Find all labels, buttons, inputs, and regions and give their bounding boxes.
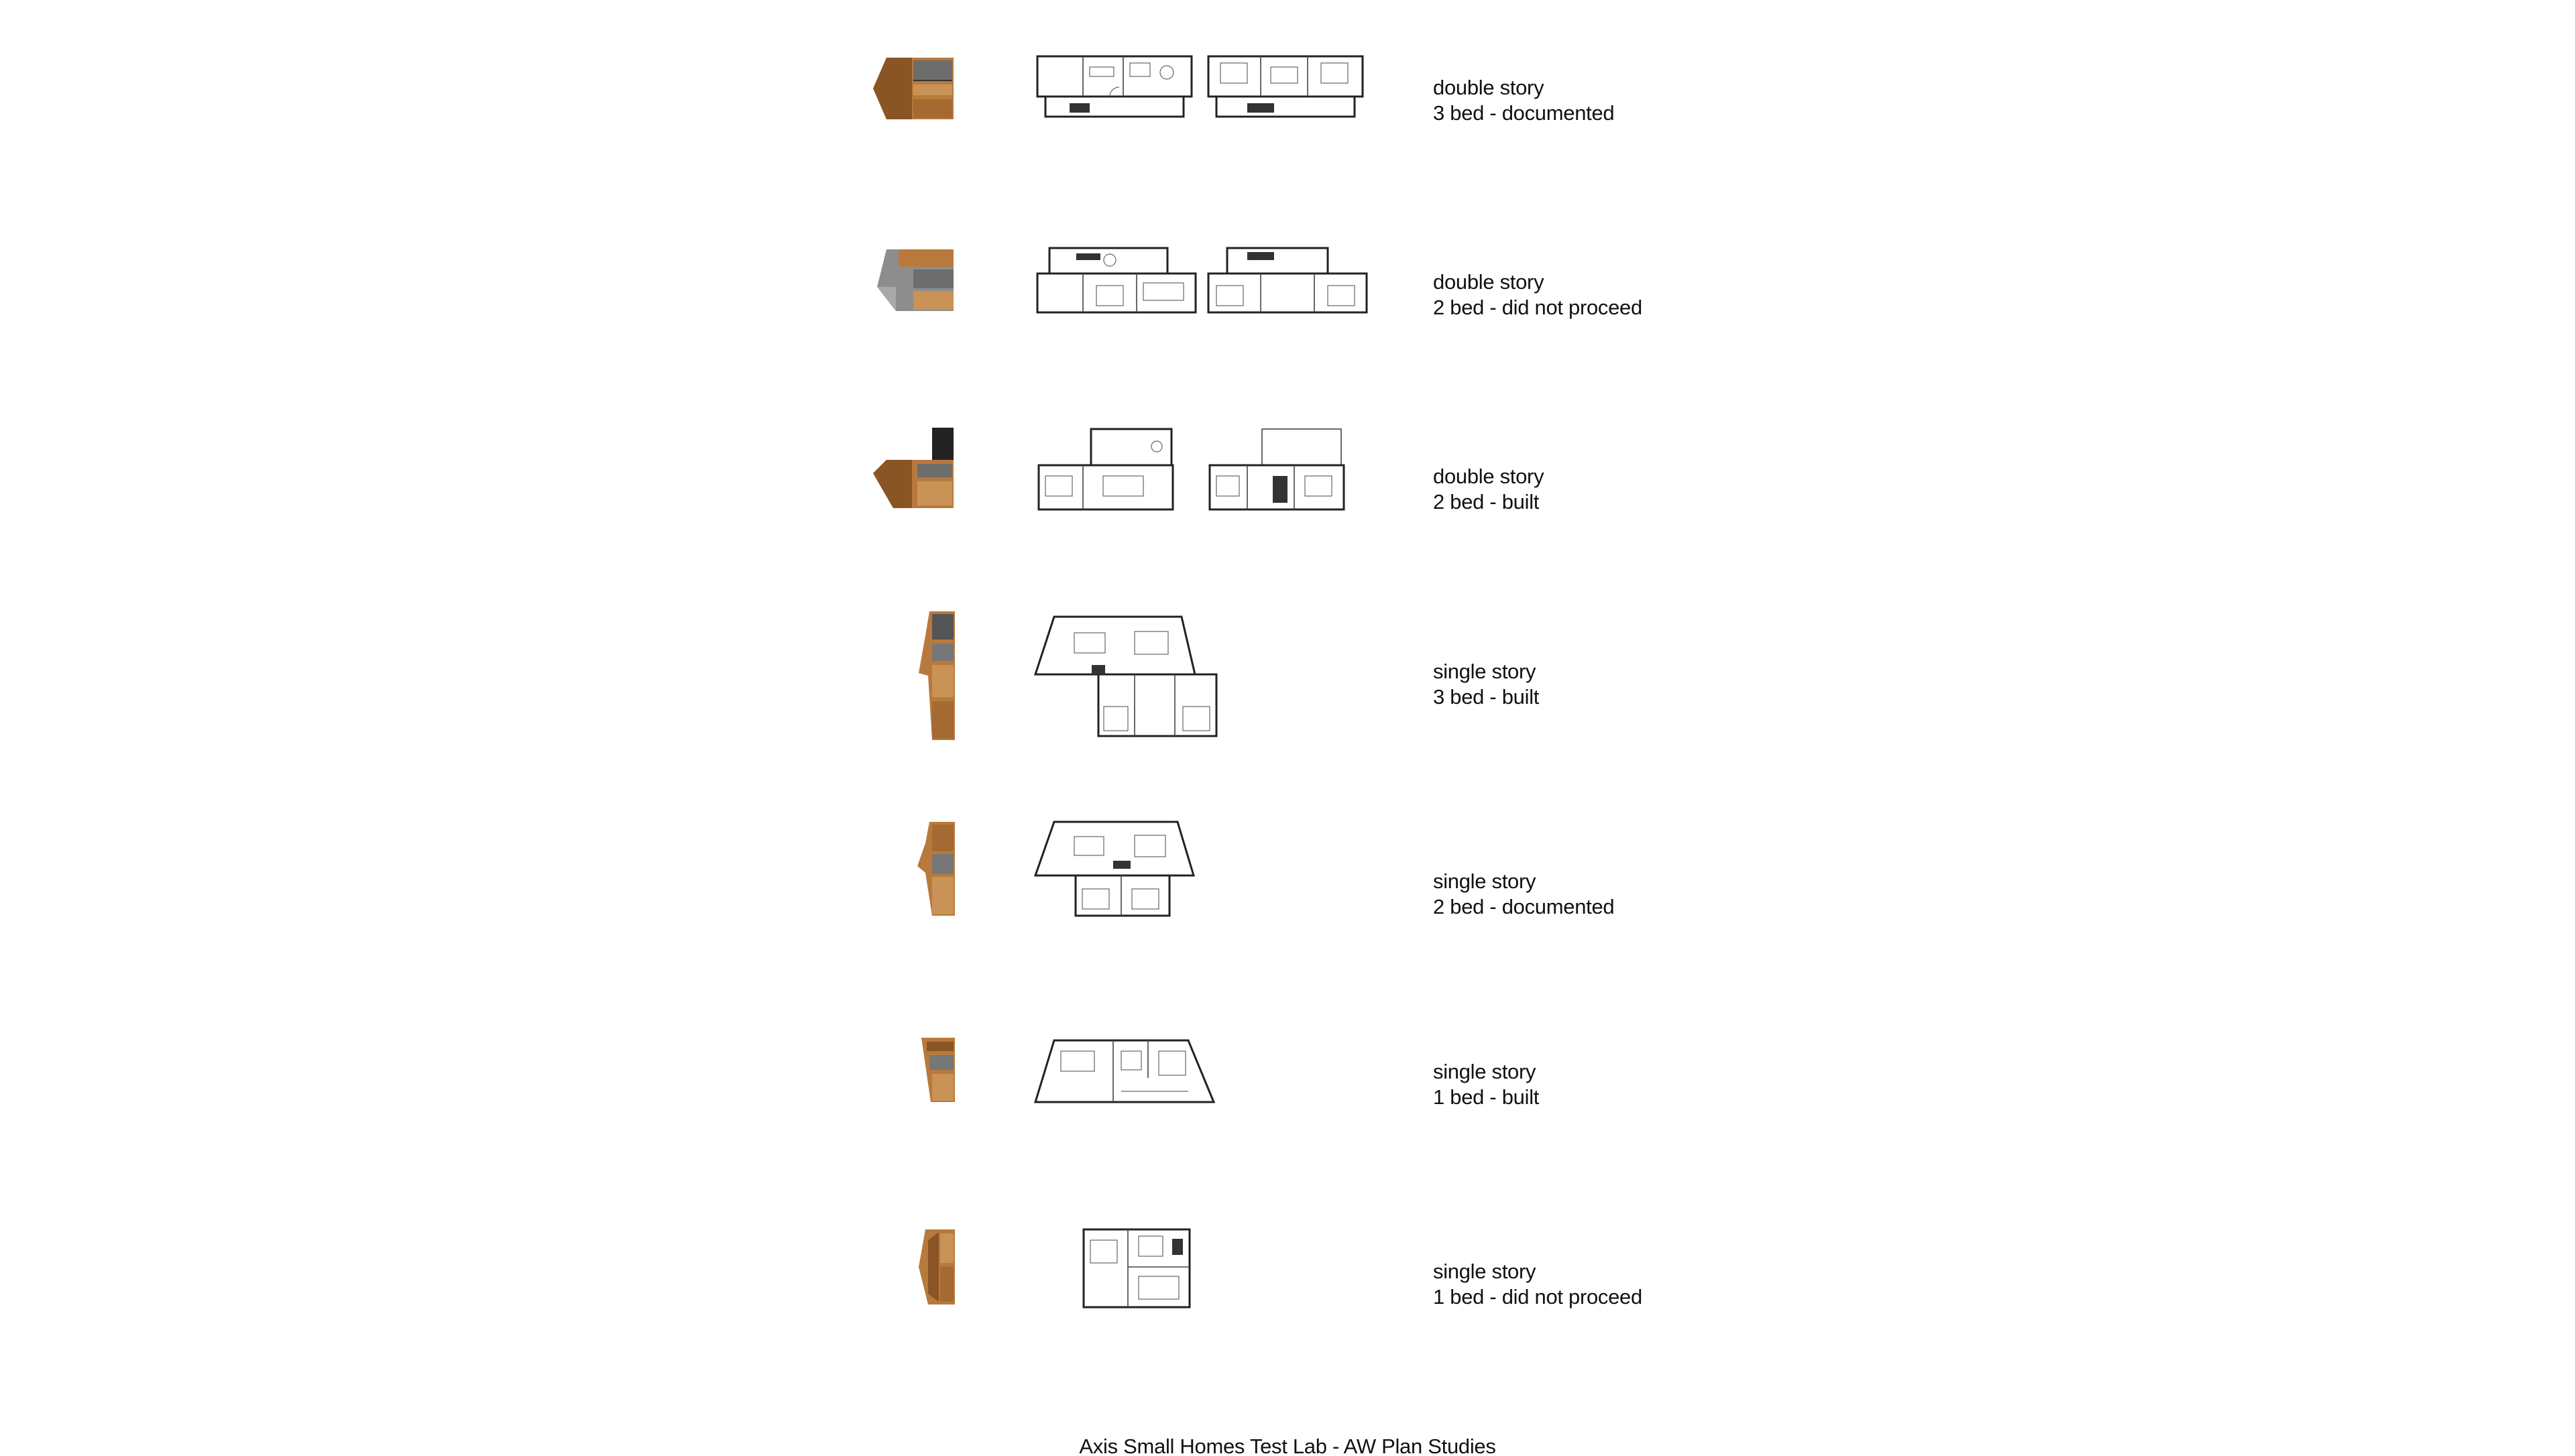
study-caption-6 [1433,1059,1539,1110]
model-axonometric-5 [872,819,959,918]
story-type-label: double story [1433,270,1544,294]
study-caption-7 [1433,1259,1642,1310]
bedroom-status-label: 1 bed - did not proceed [1433,1285,1642,1309]
model-axonometric-6 [872,1035,959,1105]
floor-plan-upper-2 [1207,245,1368,316]
study-caption-4 [1433,659,1539,710]
model-axonometric-4 [872,609,959,743]
floor-plan-5 [1034,819,1202,918]
floor-plan-7 [1081,1227,1192,1310]
story-type-label: single story [1433,1260,1536,1283]
story-type-label: single story [1433,1060,1536,1083]
story-type-label: double story [1433,465,1544,488]
floor-plan-upper-1 [1207,54,1365,121]
bedroom-status-label: 1 bed - built [1433,1085,1540,1109]
floor-plan-6 [1034,1038,1215,1105]
bedroom-status-label: 2 bed - did not proceed [1433,296,1642,319]
bedroom-status-label: 3 bed - documented [1433,101,1615,125]
model-axonometric-2 [872,247,959,314]
floor-plan-4 [1034,613,1222,740]
floor-plan-ground-2 [1036,245,1197,316]
bedroom-status-label: 2 bed - built [1433,490,1540,513]
study-caption-2 [1433,269,1642,320]
story-type-label: single story [1433,660,1536,683]
floor-plan-ground-3 [1036,426,1177,513]
floor-plan-upper-3 [1207,426,1348,513]
bedroom-status-label: 2 bed - documented [1433,895,1615,918]
study-caption-3 [1433,464,1544,515]
study-caption-1 [1433,75,1614,126]
floor-plan-ground-1 [1036,54,1194,121]
bedroom-status-label: 3 bed - built [1433,685,1540,709]
story-type-label: single story [1433,869,1536,893]
story-type-label: double story [1433,76,1544,99]
drawing-title: Axis Small Homes Test Lab - AW Plan Studies [1079,1435,1496,1456]
study-caption-5 [1433,869,1614,920]
model-axonometric-1 [872,54,959,124]
model-axonometric-7 [872,1227,959,1307]
model-axonometric-3 [872,425,959,512]
